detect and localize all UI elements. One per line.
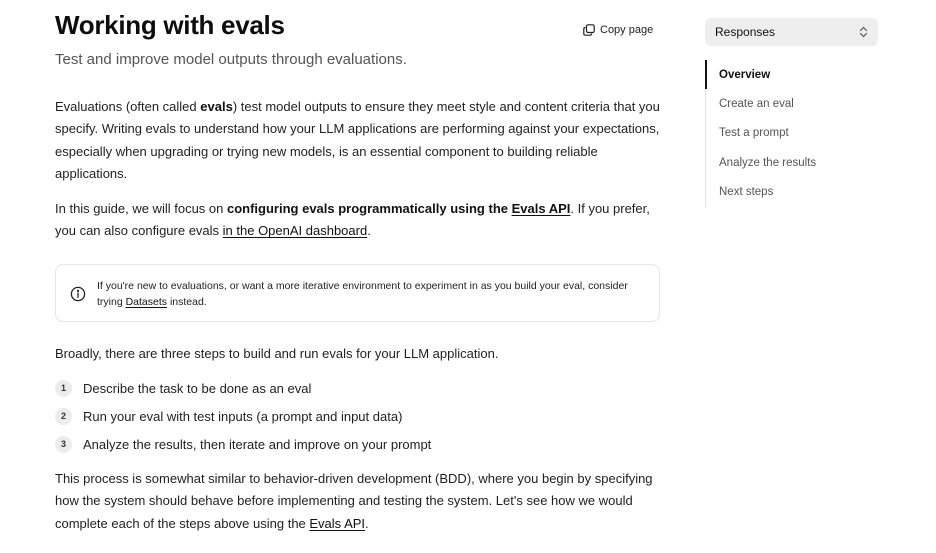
- text-run: Evaluations (often called: [55, 99, 201, 114]
- datasets-link[interactable]: Datasets: [125, 295, 168, 308]
- step-number-badge: 2: [55, 408, 72, 425]
- evals-api-link[interactable]: Evals API: [309, 515, 366, 531]
- info-icon: [70, 286, 86, 302]
- toc-item-create-an-eval[interactable]: Create an eval: [719, 98, 794, 111]
- step-text: Describe the task to be done as an eval: [83, 380, 312, 396]
- steps-list: [55, 377, 660, 461]
- toc-item-test-a-prompt[interactable]: Test a prompt: [719, 127, 789, 140]
- step-number-badge: 1: [55, 380, 72, 397]
- chevron-up-down-icon: [859, 26, 868, 38]
- text-run: . If you prefer, you can also configure evals: [55, 201, 650, 239]
- bold-term-evals: evals: [200, 99, 233, 114]
- text-run: This process is somewhat similar to behavior-driven development (BDD), where you begin by specifying how the system should behave before implementing and testing the system. Let's see how we would complete each of the steps above using the: [55, 471, 653, 531]
- right-sidebar: [705, 18, 878, 199]
- text-run: .: [365, 515, 369, 531]
- text-run: In this guide, we will focus on: [55, 201, 227, 216]
- list-item: [55, 433, 660, 455]
- table-of-contents: [705, 60, 878, 207]
- api-selector[interactable]: [705, 18, 878, 46]
- intro-paragraph: [55, 96, 660, 185]
- step-number-badge: 3: [55, 436, 72, 453]
- page-subtitle: Test and improve model outputs through evaluations.: [55, 51, 407, 68]
- openai-dashboard-link[interactable]: in the OpenAI dashboard: [222, 223, 368, 239]
- callout-text: [97, 279, 642, 310]
- evals-api-link[interactable]: Evals API: [511, 201, 571, 216]
- bdd-paragraph: [55, 468, 660, 535]
- toc-item-analyze-the-results[interactable]: Analyze the results: [719, 156, 817, 169]
- text-run: ) test model outputs to ensure they meet style and content criteria that you specify. Writing evals to understand how your LLM applications are performing against your expectations, especially when upgrading or trying new models, is an essential component to building reliable applications.: [55, 99, 660, 181]
- info-callout: [55, 264, 660, 322]
- api-selector-value: Responses: [715, 25, 776, 39]
- text-run: instead.: [167, 295, 207, 308]
- text-run: If you're new to evaluations, or want a more iterative environment to experiment in as you build your eval, consider trying: [97, 280, 628, 308]
- copy-page-label: Copy page: [600, 24, 654, 36]
- guide-focus-paragraph: [55, 198, 660, 243]
- toc-item-next-steps[interactable]: Next steps: [719, 186, 774, 199]
- text-run: configuring evals programmatically using the: [226, 201, 512, 216]
- step-text: Analyze the results, then iterate and improve on your prompt: [83, 436, 432, 452]
- list-item: [55, 377, 660, 399]
- step-text: Run your eval with test inputs (a prompt and input data): [83, 408, 403, 424]
- list-item: [55, 405, 660, 427]
- copy-page-button[interactable]: [583, 24, 653, 36]
- page-title: Working with evals: [55, 10, 285, 40]
- copy-icon: [583, 24, 595, 36]
- bold-phrase: [227, 201, 570, 216]
- text-run: .: [367, 223, 371, 239]
- toc-item-overview[interactable]: Overview: [706, 60, 878, 89]
- steps-intro-paragraph: Broadly, there are three steps to build and run evals for your LLM application.: [55, 346, 499, 361]
